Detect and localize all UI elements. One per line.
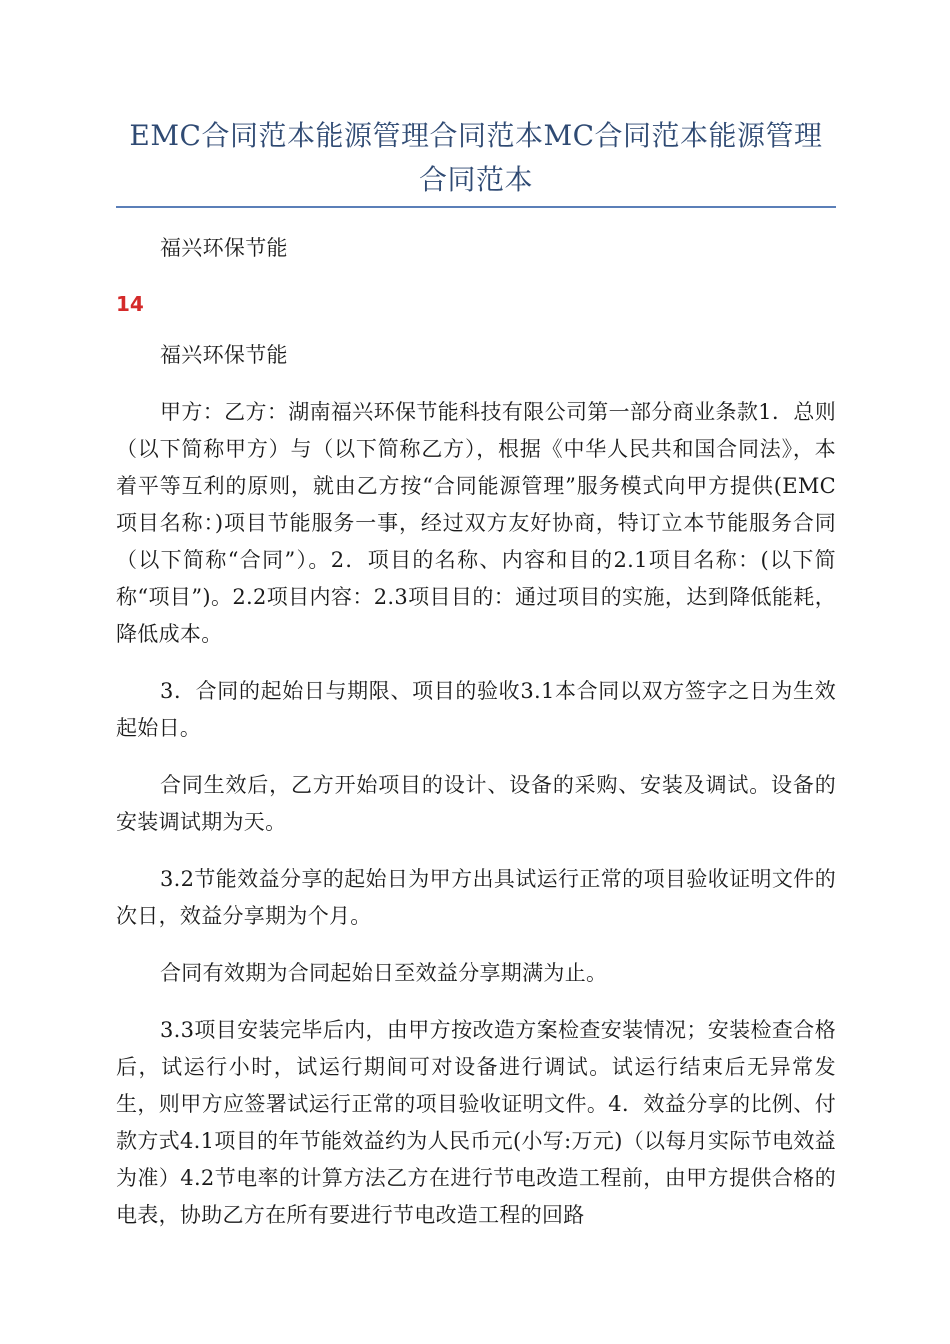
body-paragraph-4: 3.2节能效益分享的起始日为甲方出具试运行正常的项目验收证明文件的次日，效益分享期为个月。 <box>116 867 836 928</box>
company-name-line-2: 福兴环保节能 <box>160 343 288 367</box>
company-name-line: 福兴环保节能 <box>160 236 288 260</box>
body-paragraph-3: 合同生效后，乙方开始项目的设计、设备的采购、安装及调试。设备的安装调试期为天。 <box>116 773 836 834</box>
body-paragraph-6: 3.3项目安装完毕后内，由甲方按改造方案检查安装情况；安装检查合格后，试运行小时，试运行期间可对设备进行调试。试运行结束后无异常发生，则甲方应签署试运行正常的项目验收证明文件。4．效益分享的比例、付款方式4.1项目的年节能效益约为人民币元(小写:万元)（以每月实际节电效益为准）4.2节电率的计算方法乙方在进行节电改造工程前，由甲方提供合格的电表，协助乙方在所有要进行节电改造工程的回路 <box>116 1018 836 1227</box>
page-number: 14 <box>116 292 144 316</box>
document-title: EMC合同范本能源管理合同范本MC合同范本能源管理合同范本 <box>129 119 823 196</box>
body-paragraph-1: 甲方：乙方：湖南福兴环保节能科技有限公司第一部分商业条款1．总则（以下简称甲方）与（以下简称乙方），根据《中华人民共和国合同法》，本着平等互利的原则，就由乙方按“合同能源管理”服务模式向甲方提供(EMC项目名称：)项目节能服务一事，经过双方友好协商，特订立本节能服务合同（以下简称“合同”）。2．项目的名称、内容和目的2.1项目名称：(以下简称“项目”)。2.2项目内容：2.3项目目的：通过项目的实施，达到降低能耗，降低成本。 <box>116 400 836 646</box>
document-page <box>116 0 836 1234</box>
title-underline <box>116 206 836 208</box>
body-paragraph-5: 合同有效期为合同起始日至效益分享期满为止。 <box>160 961 608 985</box>
body-paragraph-2: 3．合同的起始日与期限、项目的验收3.1本合同以双方签字之日为生效起始日。 <box>116 679 836 740</box>
